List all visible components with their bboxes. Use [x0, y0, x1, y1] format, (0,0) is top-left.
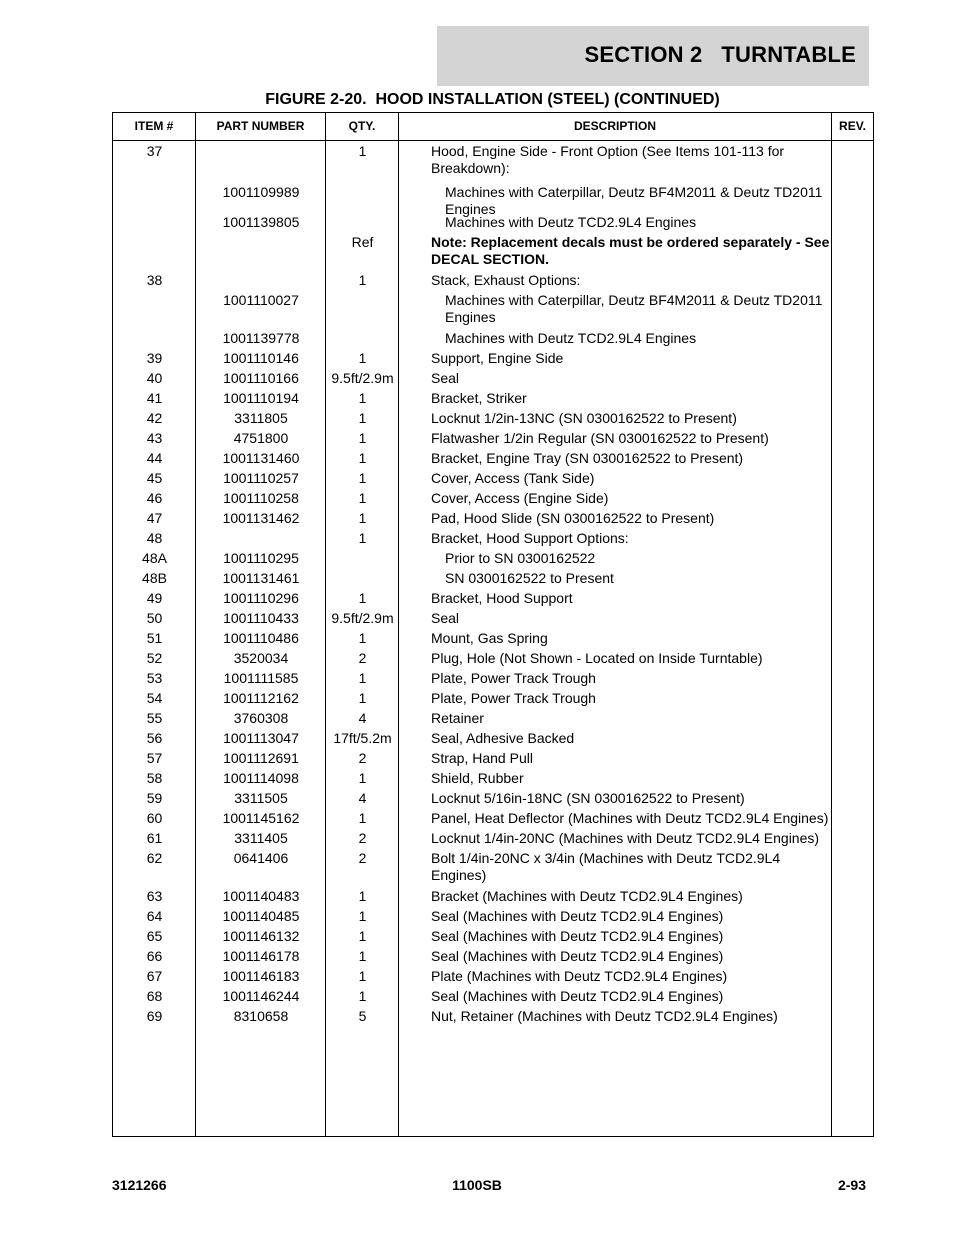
qty-cell: 9.5ft/2.9m — [331, 610, 394, 626]
description-cell: Seal (Machines with Deutz TCD2.9L4 Engines) — [431, 928, 724, 944]
qty-cell: 1 — [358, 988, 367, 1004]
description-cell: Bracket, Engine Tray (SN 0300162522 to Present) — [431, 450, 744, 466]
description-cell: Prior to SN 0300162522 — [445, 550, 596, 566]
qty-cell: 1 — [358, 948, 367, 964]
description-cell: Machines with Deutz TCD2.9L4 Engines — [445, 330, 697, 346]
item-cell: 65 — [146, 928, 163, 944]
description-cell: Stack, Exhaust Options: — [431, 272, 581, 288]
part-number-cell: 1001146244 — [222, 988, 300, 1004]
description-cell: Shield, Rubber — [431, 770, 524, 786]
header-item: ITEM # — [134, 119, 174, 133]
qty-cell: 1 — [358, 390, 367, 406]
header-qty: QTY. — [348, 119, 376, 133]
description-cell: Bolt 1/4in-20NC x 3/4in (Machines with Deutz TCD2.9L4 Engines) — [431, 850, 781, 883]
description-cell: Locknut 1/4in-20NC (Machines with Deutz TCD2.9L4 Engines) — [431, 830, 820, 846]
item-cell: 47 — [146, 510, 163, 526]
description-cell: Plate, Power Track Trough — [431, 690, 596, 706]
qty-cell: 4 — [358, 790, 367, 806]
qty-cell: 1 — [358, 510, 367, 526]
item-cell: 45 — [146, 470, 163, 486]
description-cell: Seal — [431, 610, 460, 626]
description-cell: Cover, Access (Engine Side) — [431, 490, 609, 506]
description-cell: Seal (Machines with Deutz TCD2.9L4 Engines) — [431, 948, 724, 964]
description-cell: Locknut 5/16in-18NC (SN 0300162522 to Present) — [431, 790, 745, 806]
item-cell: 40 — [146, 370, 163, 386]
part-number-cell: 1001113047 — [223, 730, 299, 746]
header-rev: REV. — [839, 119, 866, 133]
part-number-cell: 3520034 — [233, 650, 289, 666]
description-cell: Machines with Deutz TCD2.9L4 Engines — [445, 214, 697, 230]
part-number-cell: 1001110194 — [223, 390, 299, 406]
description-cell: Bracket, Hood Support — [431, 590, 573, 606]
item-cell: 54 — [146, 690, 163, 706]
part-number-cell: 1001110146 — [223, 350, 299, 366]
footer-document-number: 3121266 — [112, 1177, 167, 1193]
description-cell: Bracket, Hood Support Options: — [431, 530, 629, 546]
item-cell: 52 — [146, 650, 163, 666]
part-number-cell: 1001146183 — [222, 968, 300, 984]
item-cell: 43 — [146, 430, 163, 446]
description-cell: Strap, Hand Pull — [431, 750, 533, 766]
part-number-cell: 1001114098 — [223, 770, 299, 786]
part-number-cell: 1001140485 — [222, 908, 300, 924]
part-number-cell: 1001145162 — [222, 810, 300, 826]
footer-page-number: 2-93 — [837, 1177, 866, 1193]
description-cell: Plug, Hole (Not Shown - Located on Inside Turntable) — [431, 650, 763, 666]
part-number-cell: 1001110433 — [223, 610, 299, 626]
item-cell: 55 — [146, 710, 163, 726]
qty-cell: 1 — [358, 770, 367, 786]
qty-cell: 2 — [358, 830, 367, 846]
item-cell: 64 — [146, 908, 163, 924]
description-cell: Mount, Gas Spring — [431, 630, 548, 646]
item-cell: 59 — [146, 790, 163, 806]
qty-cell: 5 — [358, 1008, 367, 1024]
qty-cell: 1 — [358, 410, 367, 426]
description-cell: Retainer — [431, 710, 484, 726]
part-number-cell: 1001110486 — [223, 630, 299, 646]
part-number-cell: 1001109989 — [222, 184, 300, 200]
part-number-cell: 1001146132 — [222, 928, 300, 944]
qty-cell: 17ft/5.2m — [333, 730, 392, 746]
part-number-cell: 1001140483 — [222, 888, 300, 904]
item-cell: 44 — [146, 450, 163, 466]
description-cell: SN 0300162522 to Present — [445, 570, 614, 586]
description-cell: Flatwasher 1/2in Regular (SN 0300162522 to Present) — [431, 430, 769, 446]
qty-cell: 1 — [358, 470, 367, 486]
part-number-cell: 3760308 — [233, 710, 289, 726]
qty-cell: 1 — [358, 888, 367, 904]
item-cell: 69 — [146, 1008, 163, 1024]
item-cell: 58 — [146, 770, 163, 786]
qty-cell: 1 — [358, 630, 367, 646]
part-number-cell: 1001131461 — [222, 570, 300, 586]
column-divider — [831, 113, 832, 1136]
qty-cell: 1 — [358, 450, 367, 466]
part-number-cell: 1001146178 — [222, 948, 300, 964]
description-cell: Seal — [431, 370, 460, 386]
description-cell: Support, Engine Side — [431, 350, 564, 366]
qty-cell: 1 — [358, 272, 367, 288]
qty-cell: 1 — [358, 430, 367, 446]
item-cell: 57 — [146, 750, 163, 766]
item-cell: 46 — [146, 490, 163, 506]
description-cell: Bracket (Machines with Deutz TCD2.9L4 Engines) — [431, 888, 743, 904]
description-cell: Seal (Machines with Deutz TCD2.9L4 Engines) — [431, 908, 724, 924]
item-cell: 62 — [146, 850, 163, 866]
item-cell: 37 — [146, 143, 163, 159]
qty-cell: 2 — [358, 850, 367, 866]
qty-cell: 1 — [358, 530, 367, 546]
part-number-cell: 1001110296 — [223, 590, 299, 606]
qty-cell: 2 — [358, 650, 367, 666]
description-cell: Locknut 1/2in-13NC (SN 0300162522 to Present) — [431, 410, 737, 426]
item-cell: 67 — [146, 968, 163, 984]
qty-cell: 1 — [358, 908, 367, 924]
qty-cell: 1 — [358, 490, 367, 506]
item-cell: 61 — [146, 830, 163, 846]
item-cell: 38 — [146, 272, 163, 288]
header-divider — [113, 140, 873, 141]
description-cell: Machines with Caterpillar, Deutz BF4M2011 & Deutz TD2011 Engines — [445, 292, 823, 325]
qty-cell: 1 — [358, 810, 367, 826]
item-cell: 42 — [146, 410, 163, 426]
qty-cell: Ref — [351, 234, 374, 250]
description-cell: Note: Replacement decals must be ordered separately - See DECAL SECTION. — [431, 234, 830, 267]
item-cell: 39 — [146, 350, 163, 366]
qty-cell: 4 — [358, 710, 367, 726]
description-cell: Panel, Heat Deflector (Machines with Deutz TCD2.9L4 Engines) — [431, 810, 829, 826]
part-number-cell: 1001139778 — [222, 330, 300, 346]
description-cell: Seal, Adhesive Backed — [431, 730, 575, 746]
qty-cell: 1 — [358, 350, 367, 366]
qty-cell: 1 — [358, 143, 367, 159]
item-cell: 48A — [142, 550, 167, 566]
part-number-cell: 1001131460 — [222, 450, 300, 466]
description-cell: Cover, Access (Tank Side) — [431, 470, 595, 486]
item-cell: 63 — [146, 888, 163, 904]
item-cell: 41 — [146, 390, 163, 406]
item-cell: 50 — [146, 610, 163, 626]
description-cell: Plate (Machines with Deutz TCD2.9L4 Engines) — [431, 968, 728, 984]
description-cell: Seal (Machines with Deutz TCD2.9L4 Engines) — [431, 988, 724, 1004]
part-number-cell: 1001110027 — [223, 292, 299, 308]
footer-model: 1100SB — [452, 1177, 502, 1193]
description-cell: Bracket, Striker — [431, 390, 527, 406]
figure-title: FIGURE 2-20. HOOD INSTALLATION (STEEL) (CONTINUED) — [265, 91, 720, 108]
item-cell: 60 — [146, 810, 163, 826]
section-title: SECTION 2 TURNTABLE — [584, 42, 856, 67]
item-cell: 49 — [146, 590, 163, 606]
item-cell: 68 — [146, 988, 163, 1004]
part-number-cell: 1001110166 — [223, 370, 299, 386]
item-cell: 48 — [146, 530, 163, 546]
part-number-cell: 1001112691 — [223, 750, 299, 766]
part-number-cell: 1001110295 — [223, 550, 299, 566]
part-number-cell: 4751800 — [233, 430, 289, 446]
description-cell: Machines with Caterpillar, Deutz BF4M2011 & Deutz TD2011 Engines — [445, 184, 823, 217]
item-cell: 66 — [146, 948, 163, 964]
part-number-cell: 3311805 — [234, 410, 288, 426]
item-cell: 53 — [146, 670, 163, 686]
description-cell: Pad, Hood Slide (SN 0300162522 to Present) — [431, 510, 715, 526]
part-number-cell: 1001110257 — [223, 470, 299, 486]
qty-cell: 1 — [358, 670, 367, 686]
part-number-cell: 8310658 — [233, 1008, 289, 1024]
item-cell: 48B — [142, 570, 167, 586]
item-cell: 56 — [146, 730, 163, 746]
part-number-cell: 1001139805 — [222, 214, 300, 230]
qty-cell: 9.5ft/2.9m — [331, 370, 394, 386]
header-description: DESCRIPTION — [573, 119, 656, 133]
qty-cell: 2 — [358, 750, 367, 766]
item-cell: 51 — [146, 630, 163, 646]
parts-table — [112, 112, 874, 1137]
part-number-cell: 3311405 — [234, 830, 288, 846]
qty-cell: 1 — [358, 928, 367, 944]
qty-cell: 1 — [358, 590, 367, 606]
part-number-cell: 1001131462 — [222, 510, 300, 526]
part-number-cell: 1001112162 — [223, 690, 299, 706]
description-cell: Hood, Engine Side - Front Option (See Items 101-113 for Breakdown): — [431, 143, 785, 176]
qty-cell: 1 — [358, 968, 367, 984]
part-number-cell: 3311505 — [234, 790, 288, 806]
description-cell: Nut, Retainer (Machines with Deutz TCD2.9L4 Engines) — [431, 1008, 778, 1024]
description-cell: Plate, Power Track Trough — [431, 670, 596, 686]
header-part-number: PART NUMBER — [216, 119, 305, 133]
part-number-cell: 1001110258 — [223, 490, 299, 506]
part-number-cell: 1001111585 — [223, 670, 299, 686]
section-banner — [437, 26, 869, 86]
qty-cell: 1 — [358, 690, 367, 706]
part-number-cell: 0641406 — [233, 850, 289, 866]
